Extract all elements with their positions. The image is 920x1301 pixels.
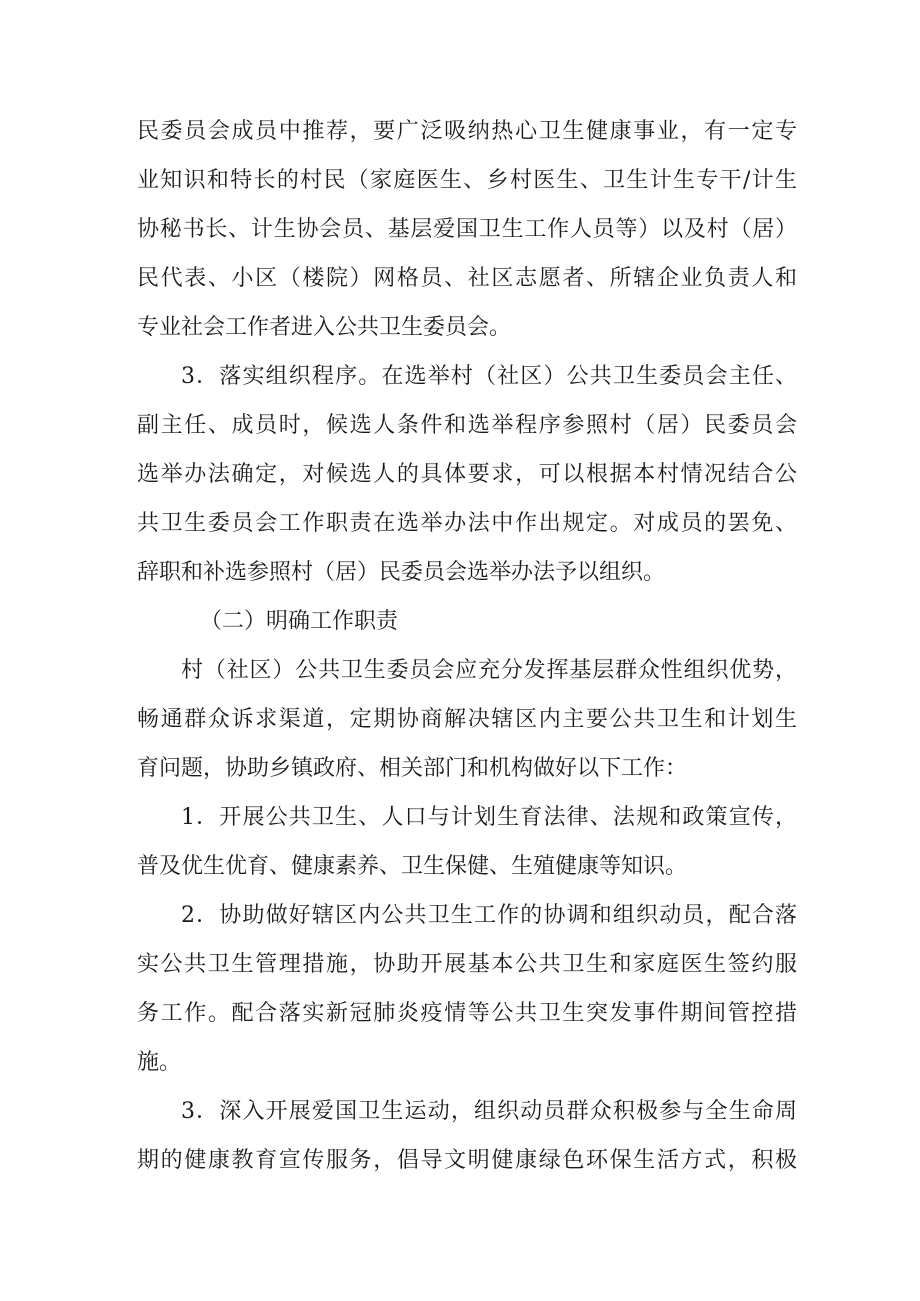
- text-line: 选举办法确定，对候选人的具体要求，可以根据本村情况结合公: [137, 462, 797, 487]
- text-line: 1．开展公共卫生、人口与计划生育法律、法规和政策宣传，: [181, 805, 797, 830]
- text-line: 民代表、小区（楼院）网格员、社区志愿者、所辖企业负责人和: [137, 266, 797, 291]
- text-line: 辞职和补选参照村（居）民委员会选举办法予以组织。: [137, 560, 666, 585]
- text-line: 畅通群众诉求渠道，定期协商解决辖区内主要公共卫生和计划生: [137, 707, 797, 732]
- text-line: 务工作。配合落实新冠肺炎疫情等公共卫生突发事件期间管控措: [137, 1001, 797, 1026]
- text-line: 副主任、成员时，候选人条件和选举程序参照村（居）民委员会: [137, 413, 797, 438]
- text-line: 业知识和特长的村民（家庭医生、乡村医生、卫生计生专干/计生: [137, 168, 797, 193]
- text-line: 3．深入开展爱国卫生运动，组织动员群众积极参与全生命周: [181, 1099, 797, 1124]
- text-line: 共卫生委员会工作职责在选举办法中作出规定。对成员的罢免、: [137, 511, 797, 536]
- section-heading: （二）明确工作职责: [200, 609, 399, 634]
- text-line: 施。: [137, 1050, 182, 1075]
- text-line: 民委员会成员中推荐，要广泛吸纳热心卫生健康事业，有一定专: [137, 119, 797, 144]
- text-line: 2．协助做好辖区内公共卫生工作的协调和组织动员，配合落: [181, 903, 797, 928]
- text-line: 村（社区）公共卫生委员会应充分发挥基层群众性组织优势，: [181, 658, 797, 683]
- text-line: 3．落实组织程序。在选举村（社区）公共卫生委员会主任、: [181, 364, 797, 389]
- text-line: 专业社会工作者进入公共卫生委员会。: [137, 315, 512, 340]
- text-line: 协秘书长、计生协会员、基层爱国卫生工作人员等）以及村（居）: [137, 217, 797, 242]
- text-line: 育问题，协助乡镇政府、相关部门和机构做好以下工作：: [137, 756, 688, 781]
- text-line: 普及优生优育、健康素养、卫生保健、生殖健康等知识。: [137, 854, 688, 879]
- text-line: 期的健康教育宣传服务，倡导文明健康绿色环保生活方式，积极: [137, 1148, 797, 1173]
- text-line: 实公共卫生管理措施，协助开展基本公共卫生和家庭医生签约服: [137, 952, 797, 977]
